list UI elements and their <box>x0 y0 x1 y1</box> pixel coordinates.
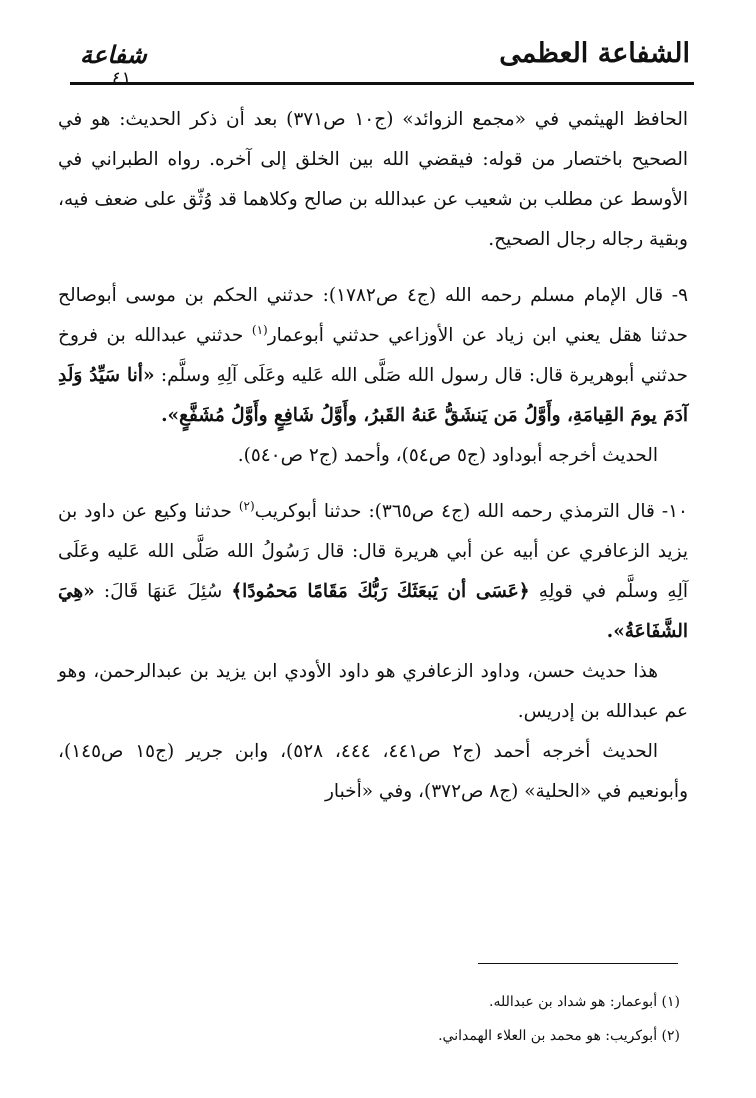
footnote-1: (١) أبوعمار: هو شداد بن عبدالله. <box>489 994 680 1010</box>
item10-matn: «هِيَ الشَّفَاعَةُ». <box>58 581 688 642</box>
header-rule <box>70 82 694 85</box>
hadith-item-10 <box>58 492 688 652</box>
footnote-rule <box>478 963 678 964</box>
item9-matn: «أنا سَيِّدُ وَلَدِ آدَمَ يومَ القِيامَةِ، وأَوَّلُ مَن يَنشَقُّ عَنهُ القَبرُ، وأَوَّلُ شَافِعٍ وأَوَّلُ مُشَفَّعٍ». <box>58 365 688 426</box>
hadith-item-9 <box>58 276 688 436</box>
footnotes <box>58 985 680 1053</box>
item10-grading: هذا حديث حسن، وداود الزعافري هو داود الأودي ابن يزيد بن عبدالرحمن، وهو عم عبدالله بن إدريس. <box>58 661 688 722</box>
item10-isnad-cont: حدثنا وكيع عن داود بن يزيد الزعافري عن أبيه عن أبي هريرة قال: قال رَسُولُ الله صَلَّى الله عَليه وعَلَى آلِهِ وسلَّم في قولِهِ <box>58 501 688 602</box>
footnote-2: (٢) أبوكريب: هو محمد بن العلاء الهمداني. <box>438 1028 680 1044</box>
item10-quran-verse: ﴿عَسَى أن يَبعَثَكَ رَبُّكَ مَقَامًا مَحمُودًا﴾ <box>231 581 530 602</box>
item10-takhrij: الحديث أخرجه أحمد (ج٢ ص٤٤١، ٤٤٤، ٥٢٨)، وابن جرير (ج١٥ ص١٤٥)، وأبونعيم في «الحلية» (ج٨ ص٣٧٢)، وفي «أخبار <box>58 741 688 802</box>
item9-takhrij: الحديث أخرجه أبوداود (ج٥ ص٥٤)، وأحمد (ج٢ ص٥٤٠). <box>237 445 658 466</box>
paragraph-hafiz-haythami: الحافظ الهيثمي في «مجمع الزوائد» (ج١٠ ص٣٧١) بعد أن ذكر الحديث: هو في الصحيح باختصار من قوله: فيقضي الله بين الخلق إلى آخره. رواه الطبراني في الأوسط عن مطلب بن شعيب عن عبدالله بن صالح وكلاهما قد وُثّق على ضعف فيه، وبقية رجاله رجال الصحيح. <box>58 109 688 250</box>
item10-question: سُئِلَ عَنهَا قَالَ: <box>94 581 232 602</box>
spacer <box>58 476 688 492</box>
footnote-ref-1: (١) <box>251 322 268 337</box>
item10-isnad: ١٠- قال الترمذي رحمه الله (ج٤ ص٣٦٥): حدثنا أبوكريب <box>254 501 688 522</box>
footnote-ref-2: (٢) <box>238 498 255 513</box>
page-header <box>70 38 690 89</box>
running-title: الشفاعة العظمى <box>499 38 690 69</box>
item9-isnad-cont: حدثني عبدالله بن فروخ حدثني أبوهريرة قال: قال رسول الله صَلَّى الله عَليه وعَلَى آلِهِ وسلَّم: <box>58 325 688 386</box>
spacer <box>58 260 688 276</box>
page-body <box>58 100 688 812</box>
item9-isnad: ٩- قال الإمام مسلم رحمه الله (ج٤ ص١٧٨٢): حدثني الحكم بن موسى أبوصالح حدثنا هقل يعني ابن زياد عن الأوزاعي حدثني أبوعمار <box>58 285 688 346</box>
header-logo: شفاعة <box>80 40 147 69</box>
page-number: ٤١ <box>112 68 132 89</box>
